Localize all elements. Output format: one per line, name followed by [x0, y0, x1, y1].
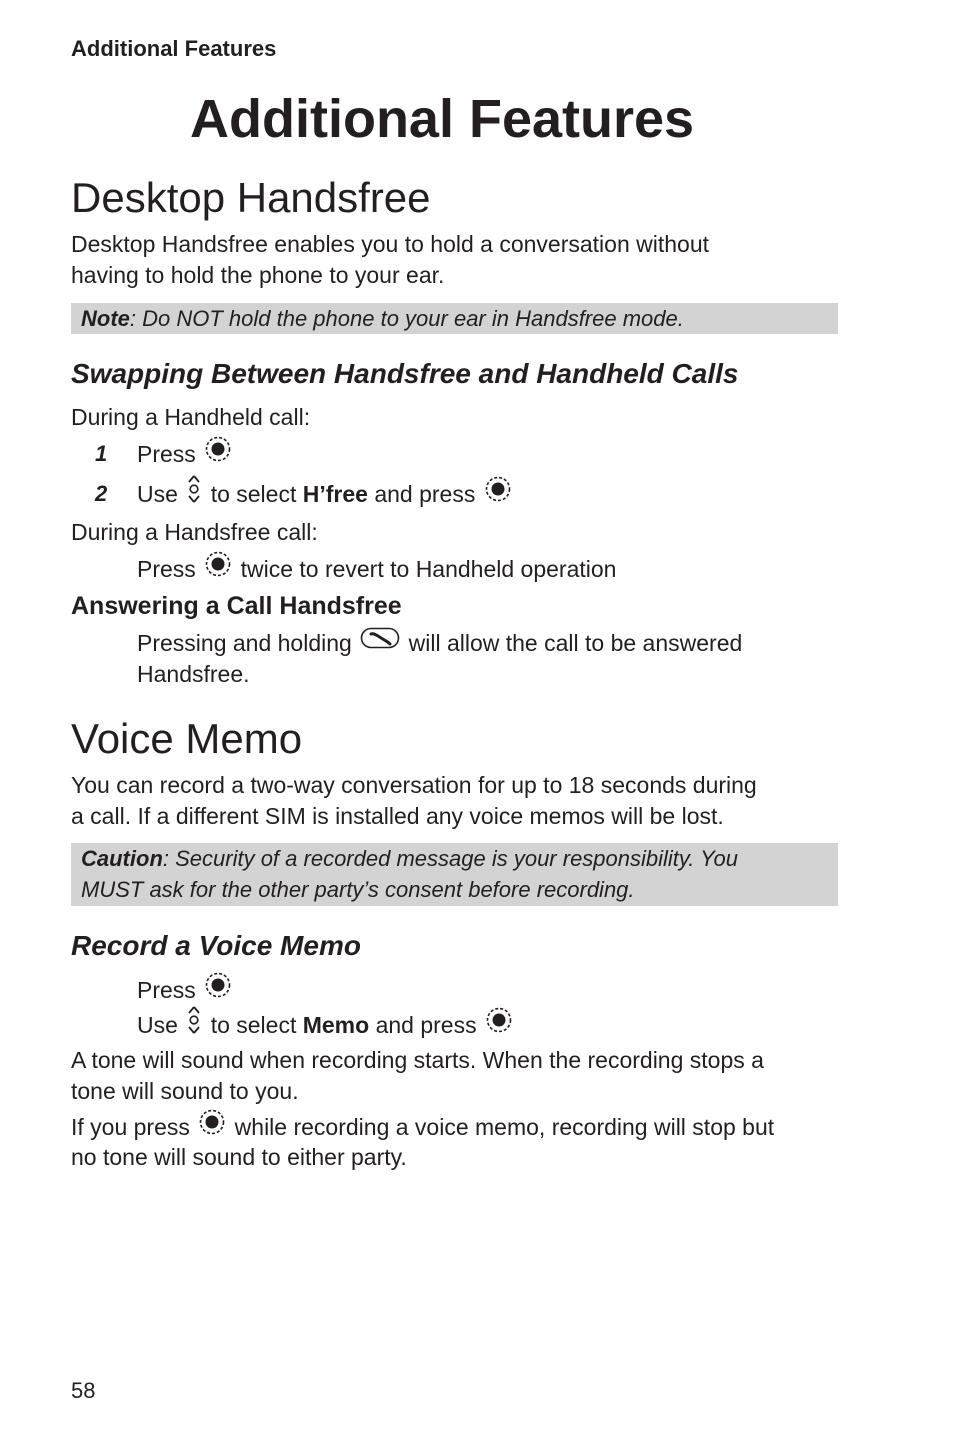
stop-line-2: no tone will sound to either party.: [71, 1144, 407, 1170]
subheading-swapping: Swapping Between Handsfree and Handheld Calls: [71, 358, 739, 389]
record-press-text: Press: [137, 977, 196, 1004]
step-2-press: and press: [374, 481, 476, 508]
navigation-key-icon: [186, 475, 202, 511]
select-key-icon: [485, 1006, 513, 1042]
page-title: Additional Features: [190, 89, 695, 149]
answer-text-post: will allow the call to be answered: [408, 630, 743, 656]
record-and-press: and press: [375, 1012, 477, 1039]
handsfree-intro-line-2: having to hold the phone to your ear.: [71, 262, 445, 288]
select-key-icon: [204, 971, 232, 1007]
handsfree-intro-line-1: Desktop Handsfree enables you to hold a conversation without: [71, 231, 710, 257]
running-head: Additional Features: [71, 36, 277, 61]
step-1-number: 1: [95, 441, 108, 466]
step-2-hfree: H’free: [302, 481, 368, 508]
record-step-use: [137, 1009, 515, 1045]
revert-instruction: [137, 553, 616, 589]
tone-line-2: tone will sound to you.: [71, 1078, 299, 1104]
record-step-press: [137, 974, 234, 1010]
tone-line-1: A tone will sound when recording starts. When the recording stops a: [71, 1047, 764, 1073]
record-select-text: to select: [210, 1012, 297, 1039]
subheading-record-memo: Record a Voice Memo: [71, 930, 361, 961]
answer-line-2: Handsfree.: [137, 661, 250, 687]
answer-text-pre: Pressing and holding: [137, 630, 352, 656]
revert-text: twice to revert to Handheld operation: [240, 556, 617, 583]
step-1-text: Press: [137, 441, 196, 468]
revert-press: Press: [137, 556, 196, 583]
voice-memo-intro-line-2: a call. If a different SIM is installed any voice memos will be lost.: [71, 803, 724, 829]
answer-instruction: [137, 628, 742, 661]
caution-box: [71, 843, 838, 906]
voice-memo-intro-line-1: You can record a two-way conversation for up to 18 seconds during: [71, 772, 757, 798]
send-key-icon: [360, 626, 400, 658]
step-2-use: Use: [137, 481, 178, 508]
note-label: Note: [81, 306, 130, 331]
caution-label: Caution: [81, 846, 163, 871]
caution-text-line-2: MUST ask for the other party’s consent before recording.: [81, 877, 635, 902]
step-2-select: to select: [210, 481, 297, 508]
handheld-call-intro: During a Handheld call:: [71, 404, 311, 430]
section-heading-voice-memo: Voice Memo: [71, 715, 303, 762]
step-2: [95, 478, 476, 509]
subheading-answering: Answering a Call Handsfree: [71, 592, 402, 620]
record-memo-bold: Memo: [302, 1012, 370, 1039]
select-key-icon: [484, 475, 512, 511]
note-box: [71, 303, 838, 334]
page-number: 58: [71, 1378, 96, 1403]
navigation-key-icon: [186, 1006, 202, 1042]
select-key-icon: [204, 435, 232, 471]
note-text: : Do NOT hold the phone to your ear in Handsfree mode.: [129, 306, 684, 331]
step-1: [95, 438, 196, 469]
step-2-number: 2: [95, 481, 108, 506]
select-key-icon: [204, 550, 232, 586]
handsfree-call-intro: During a Handsfree call:: [71, 519, 318, 545]
record-use-text: Use: [137, 1012, 178, 1039]
section-heading-desktop-handsfree: Desktop Handsfree: [71, 174, 431, 221]
stop-text-post: while recording a voice memo, recording will stop but: [234, 1114, 775, 1141]
stop-text-pre: If you press: [71, 1114, 190, 1141]
caution-text-line-1: : Security of a recorded message is your responsibility. You: [162, 846, 739, 871]
select-key-icon: [198, 1108, 226, 1144]
